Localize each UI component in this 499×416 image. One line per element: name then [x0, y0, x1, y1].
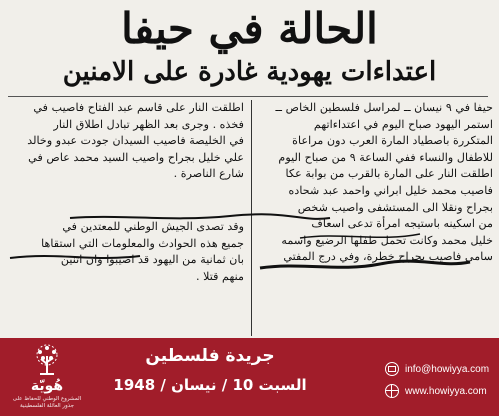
globe-icon	[385, 384, 399, 398]
newspaper-title: جريدة فلسطين	[145, 346, 275, 366]
headline-divider	[8, 96, 488, 97]
brand-tagline: المشروع الوطني للحفاظ على جذور العائلة الفلسطينية	[12, 396, 82, 409]
article-line: المتكررة باصطياد المارة العرب دون مراعاة	[292, 134, 493, 148]
article-line: جميع هذه الحوادث والمعلومات التي استقاها	[41, 236, 244, 250]
article-line: سامي فاصيب بجراح خطرة، وفي درج المفتي	[283, 250, 493, 264]
article-column-left	[6, 100, 244, 285]
article-column-right	[249, 100, 493, 266]
publication-date: السبت 10 / نيسان / 1948	[113, 376, 307, 394]
article-line: حيفا في ٩ نيسان ــ لمراسل فلسطين الخاص ــ	[275, 101, 493, 114]
article-line: منهم قتلا .	[195, 269, 244, 283]
article-line: في الخليصة فاصيب السيدان جودت عبدو وخالد	[27, 134, 244, 148]
article-line: بجراح ونقلا الى المستشفى واصيب شخص	[297, 200, 493, 214]
brand-name: هُويّة	[30, 378, 64, 394]
footer-banner	[0, 338, 499, 416]
article-line: خليل محمد وكانت تحمل طفلها الرضيع واسمه	[281, 233, 493, 247]
article-line: للاطفال والنساء ففي الساعة ٩ من صباح اليوم	[278, 150, 493, 164]
article-subheadline: اعتداءات يهودية غادرة على الامنين	[62, 57, 437, 87]
column-divider	[251, 100, 252, 336]
article-line: من اسكينه باستيجه امرأة تدعى اسعاف	[311, 217, 493, 231]
article-line: وقد تصدى الجيش الوطني للمعتدين في	[62, 219, 244, 233]
paragraph-gap	[6, 183, 244, 219]
email-link[interactable]	[385, 358, 489, 380]
article-line: بان ثمانية من اليهود قد اصيبوا وان اثنين	[60, 253, 244, 267]
article-line: شارع الناصرة .	[173, 167, 244, 181]
tree-logo-icon	[28, 344, 66, 378]
article-headline: الحالة في حيفا	[121, 4, 378, 53]
brand-logo[interactable]	[12, 344, 82, 410]
website-text: www.howiyya.com	[405, 385, 487, 397]
article-line: اطلقت النار على قاسم عبد الفتاح فاصيب في	[33, 101, 244, 114]
article-line: اطلقت النار على المارة بالقرب من بوابة عكا	[285, 167, 493, 181]
email-icon	[385, 362, 399, 376]
website-link[interactable]	[385, 380, 489, 402]
contact-info	[385, 358, 489, 402]
email-text: info@howiyya.com	[405, 363, 490, 375]
article-line: علي خليل بجراح واصيب السيد محمد عاص في	[28, 150, 244, 164]
article-line: استمر اليهود صباح اليوم في اعتداءاتهم	[313, 117, 493, 131]
article-line: فاصيب محمد خليل ابراني واحمد عبد شحاده	[288, 183, 493, 197]
article-line: فخذه . وجرى بعد الظهر تبادل اطلاق النار	[53, 117, 244, 131]
